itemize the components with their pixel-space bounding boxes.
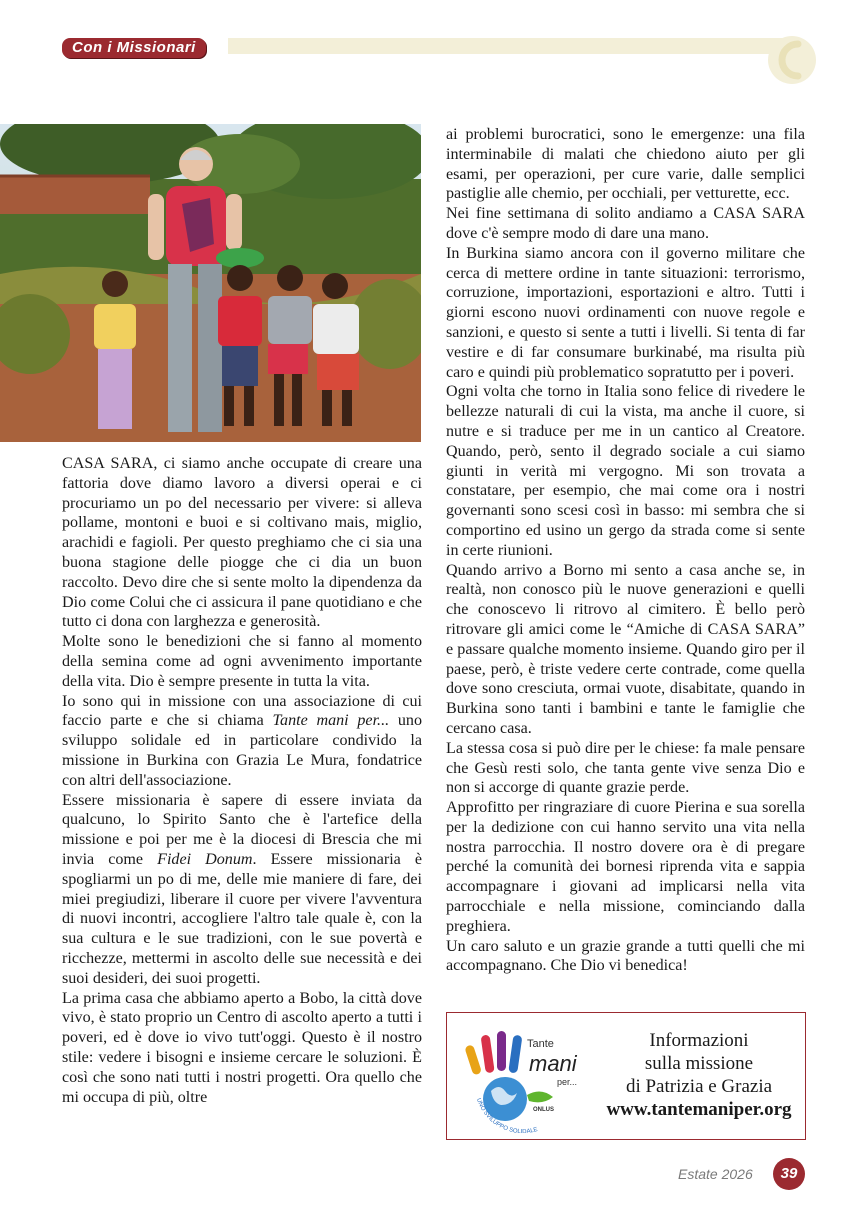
logo-arc-path: UNO SVILUPPO SOLIDALE <box>475 1097 539 1133</box>
logo-per: per... <box>557 1077 578 1087</box>
paragraph: Nei fine settimana di solito andiamo a CASA SARA dove c'è sempre modo di dare una mano. <box>446 205 805 242</box>
right-column <box>446 125 805 976</box>
text-run: Io sono qui in missione con una associazione di cui faccio parte e che si chiama <box>62 692 422 730</box>
issue-label: Estate 2026 <box>678 1166 753 1182</box>
text-run: Essere missionaria è sapere di essere inviata da qualcuno, lo Spirito Santo che è l'artefice della missione e poi per me è la diocesi di Brescia che mi invia come <box>62 791 422 868</box>
paragraph: In Burkina siamo ancora con il governo militare che cerca di mettere ordine in tante situazioni: terrorismo, corruzione, importazioni, esportazioni e altro. Tutti i giorni escono nuovi ordinamenti con nuove regole e sanzioni, e questo si sente a tutti i livelli. Si tenta di far vestire e di far consumare burkinabé, ma risulta più caro e quindi più problematico sopratutto per i poveri. <box>446 244 805 381</box>
header-band <box>228 38 788 54</box>
page-number: 39 <box>773 1158 805 1190</box>
paragraph: La prima casa che abbiamo aperto a Bobo, la città dove vivo, è stato proprio un Centro di ascolto aperto a tutti i poveri, ed è dove io vivo tutt'oggi. Questo è il nostro stile: vedere i bisogni e insieme cercare le soluzioni. È così che sono nati tutti i nostri progetti. Ora quello che mi occupa di più, oltre <box>62 989 422 1106</box>
section-label: Con i Missionari <box>62 38 206 58</box>
paragraph: CASA SARA, ci siamo anche occupate di creare una fattoria dove diamo lavoro a diversi operai e ci procuriamo un po del necessario per vivere: si alleva pollame, montoni e buoi e si coltivano mais, miglio, arachidi e fagioli. Per questo preghiamo che ci sia una buona stagione delle piogge che ci dia un buon raccolto. Devo dire che si sente molto la dipendenza da Dio come Colui che ci assicura il pane quotidiano e che tutto ci dona con larghezza e generosità. <box>62 455 422 631</box>
info-box <box>446 1012 806 1140</box>
paragraph: Molte sono le benedizioni che si fanno al momento della semina come ad ogni avvenimento importante della vita. Dio è sempre presente in tutta la vita. <box>62 633 422 690</box>
info-text <box>597 1029 801 1121</box>
corner-ornament-icon <box>758 30 818 90</box>
tante-mani-logo-icon <box>457 1021 597 1133</box>
info-line-3: di Patrizia e Grazia <box>625 1076 773 1097</box>
paragraph: Un caro saluto e un grazie grande a tutti quelli che mi accompagnano. Che Dio vi benedica! <box>446 937 805 975</box>
mission-photo <box>0 124 421 442</box>
paragraph: La stessa cosa si può dire per le chiese: fa male pensare che Gesù resti solo, che tanta gente vive senza Dio e non si accorge di quante grazie perde. <box>446 739 805 797</box>
logo-onlus: ONLUS <box>533 1107 554 1113</box>
paragraph-association <box>62 692 422 791</box>
info-line-1: Informazioni <box>649 1030 749 1051</box>
text-run: uno sviluppo solidale ed in particolare condivido la missione in Burkina con Grazia Le Mura, fondatrice con altri dell'associazione. <box>62 712 422 789</box>
paragraph: Approfitto per ringraziare di cuore Pierina e sua sorella per la dedizione con cui hanno servito una vita nella nostra parrocchia. Il nostro dovere ora è di pregare perché la comunità dei bornesi riprenda vita e sappia accompagnare i giovani ad implicarsi nella vita parrocchiale e nella missione, cominciando dalla preghiera. <box>446 799 805 935</box>
logo-mani: mani <box>529 1051 577 1076</box>
info-line-2: sulla missione <box>644 1053 754 1074</box>
fidei-donum: Fidei Donum <box>157 850 253 868</box>
text-run: . Essere missionaria è spogliarmi un po di me, delle mie maniere di fare, dei miei pregiudizi, liberare il cuore per vivere l'avventura di nuovi incontri, accogliere l'altro tale quale è, con la sua cultura e le sue tradizioni, con le sue povertà e ricchezze, mettermi in ascolto delle sue necessità e dei suoi desideri, dei suoi progetti. <box>62 850 423 987</box>
paragraph-mission <box>62 791 422 989</box>
paragraph: Ogni volta che torno in Italia sono felice di rivedere le bellezze naturali di cui la vista, ma anche il cuore, si nutre e si traduce per me in un cantico al Creatore. Quando, però, sento il degrado sociale a cui siamo giunti in verità mi vergogno. Mi son trovata a constatare, per esempio, che mai come ora i nostri governanti sono scesi così in basso: mi sembra che si comportino ed usino un gergo da strada come si sente in certe riunioni. <box>446 383 805 559</box>
paragraph: ai problemi burocratici, sono le emergenze: una fila interminabile di malati che chiedono aiuto per gli esami, per operazioni, per cure varie, dalle semplici pastiglie alle chemio, per occhiali, per vetturette, ecc. <box>446 126 805 203</box>
website-link[interactable]: www.tantemaniper.org <box>606 1099 792 1120</box>
association-name: Tante mani per... <box>272 712 390 730</box>
logo-tante: Tante <box>527 1038 554 1050</box>
paragraph: Quando arrivo a Borno mi sento a casa anche se, in realtà, non conosco più le nuove generazioni e quelli che conoscevo li ritrovo al cimitero. È bello però ritrovare gli amici come le “Amiche di CASA SARA” e passare qualche momento insieme. Quando giro per il paese, però, è triste vedere certe contrade, come quella dove sono cresciuta, ormai vuote, disabitate, quando in Burkina sono tanti i bambini e tante le famiglie che cercano casa. <box>446 561 805 737</box>
left-column <box>62 454 422 1107</box>
